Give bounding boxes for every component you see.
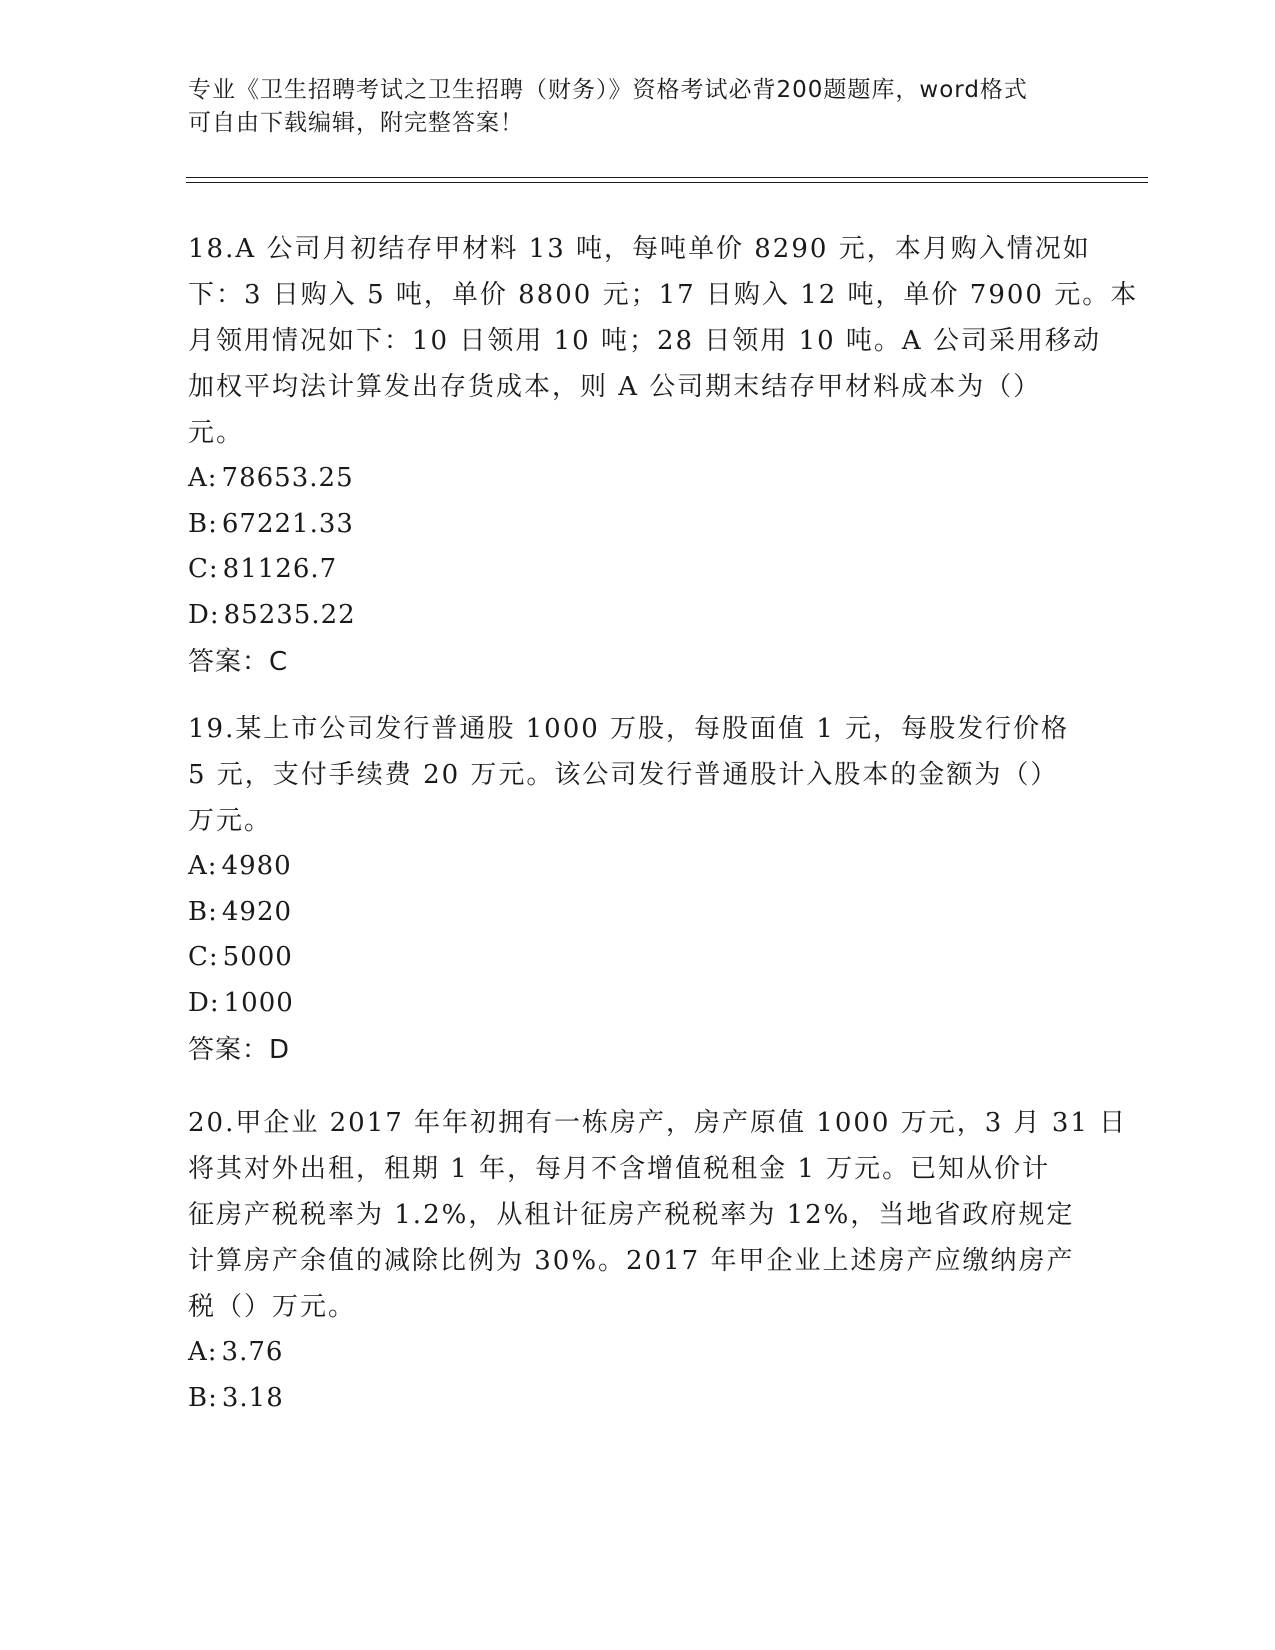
- option-c: [188, 547, 1088, 593]
- question-stem: [188, 226, 1139, 456]
- question-18: [188, 226, 1139, 685]
- stem-line: 5 元，支付手续费 20 万元。该公司发行普通股计入股本的金额为（）: [188, 760, 1059, 790]
- option-d: [188, 981, 1088, 1027]
- option-value: 1000: [223, 987, 294, 1018]
- question-20: [188, 1100, 1128, 1421]
- option-letter: B:: [188, 896, 218, 927]
- option-value: 5000: [222, 942, 293, 972]
- option-b: [188, 502, 1088, 548]
- question-stem: [188, 706, 1088, 844]
- question-19: [188, 706, 1088, 1073]
- option-letter: B:: [188, 1382, 218, 1413]
- option-value: 81126.7: [222, 554, 338, 584]
- option-value: 3.76: [221, 1337, 284, 1367]
- question-stem: [188, 1100, 1128, 1330]
- option-a: [188, 456, 1088, 502]
- header-title-line-2: 可自由下载编辑，附完整答案！: [188, 110, 524, 136]
- header-title-line-1: 专业《卫生招聘考试之卫生招聘（财务）》资格考试必背200题题库，word格式: [188, 77, 1028, 103]
- answer-line: 答案：C: [188, 647, 289, 677]
- option-value: 67221.33: [221, 508, 354, 539]
- option-letter: C:: [188, 942, 219, 972]
- answer-line: 答案：D: [188, 1035, 291, 1065]
- stem-line: 19.某上市公司发行普通股 1000 万股，每股面值 1 元，每股发行价格: [188, 714, 1070, 744]
- option-letter: A:: [188, 1337, 218, 1367]
- header-divider-top: [186, 177, 1148, 178]
- document-header: [188, 74, 1088, 140]
- stem-line: 征房产税税率为 1.2%，从租计征房产税税率为 12%，当地省政府规定: [188, 1200, 1075, 1230]
- stem-line: 加权平均法计算发出存货成本，则 A 公司期末结存甲材料成本为（）: [188, 372, 1042, 402]
- option-b: [188, 1376, 1088, 1422]
- option-value: 4920: [221, 896, 293, 927]
- option-letter: B:: [188, 508, 218, 539]
- option-value: 3.18: [221, 1382, 284, 1413]
- stem-line: 20.甲企业 2017 年年初拥有一栋房产，房产原值 1000 万元，3 月 31 日: [188, 1108, 1128, 1138]
- stem-line: 万元。: [188, 806, 273, 836]
- option-value: 85235.22: [223, 599, 356, 630]
- option-letter: C:: [188, 554, 219, 584]
- stem-line: 元。: [188, 418, 245, 448]
- stem-line: 18.A 公司月初结存甲材料 13 吨，每吨单价 8290 元，本月购入情况如: [188, 234, 1091, 264]
- header-divider-bottom: [186, 182, 1148, 183]
- stem-line: 计算房产余值的减除比例为 30%。2017 年甲企业上述房产应缴纳房产: [188, 1246, 1075, 1276]
- option-letter: D:: [188, 987, 220, 1018]
- option-letter: D:: [188, 599, 220, 630]
- stem-line: 月领用情况如下：10 日领用 10 吨；28 日领用 10 吨。A 公司采用移动: [188, 326, 1101, 356]
- option-a: [188, 844, 1088, 890]
- option-value: 4980: [221, 851, 292, 881]
- option-c: [188, 935, 1088, 981]
- option-b: [188, 890, 1088, 936]
- stem-line: 税（）万元。: [188, 1292, 357, 1322]
- option-letter: A:: [188, 851, 218, 881]
- stem-line: 下：3 日购入 5 吨，单价 8800 元；17 日购入 12 吨，单价 7900 元。本: [188, 280, 1139, 310]
- option-a: [188, 1330, 1088, 1376]
- option-letter: A:: [188, 463, 218, 493]
- option-d: [188, 593, 1088, 639]
- option-value: 78653.25: [221, 463, 354, 493]
- stem-line: 将其对外出租，租期 1 年，每月不含增值税租金 1 万元。已知从价计: [188, 1154, 1051, 1184]
